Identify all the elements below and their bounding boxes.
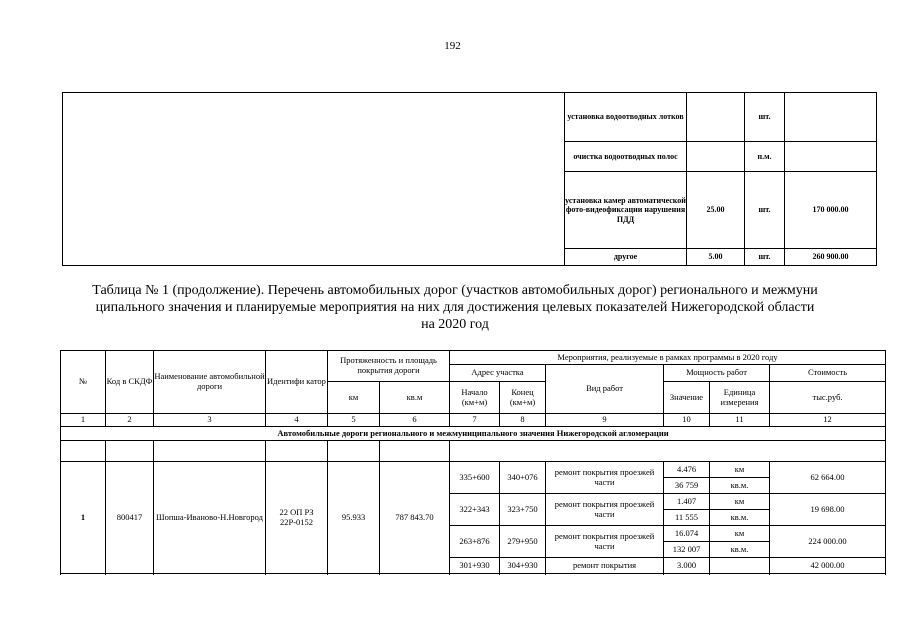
- segment-unit: кв.м.: [710, 510, 770, 526]
- segment-value: 36 759: [664, 478, 710, 494]
- col-number: 9: [546, 414, 664, 427]
- segment-unit: [710, 558, 770, 574]
- col-number: 1: [61, 414, 106, 427]
- unit-cell: п.м.: [745, 142, 785, 172]
- caption-line: Таблица № 1 (продолжение). Перечень автомобильных дорог (участков автомобильных дорог) регионального и межмуни: [92, 283, 818, 298]
- segment-start: 263+876: [450, 526, 500, 558]
- header-num: №: [61, 351, 106, 414]
- segment-unit: км: [710, 526, 770, 542]
- segment-work: ремонт покрытия проезжей части: [546, 462, 664, 494]
- segment-end: 304+930: [500, 558, 546, 574]
- road-km: 95.933: [328, 462, 380, 574]
- header-capacity: Мощность работ: [664, 365, 770, 382]
- header-unit: Единица измерения: [710, 382, 770, 414]
- header-address: Адрес участка: [450, 365, 546, 382]
- col-number: 7: [450, 414, 500, 427]
- segment-end: 323+750: [500, 494, 546, 526]
- work-cell: установка водоотводных лотков: [565, 93, 687, 142]
- col-number: 2: [106, 414, 154, 427]
- value-cell: 5.00: [687, 249, 745, 266]
- header-value: Значение: [664, 382, 710, 414]
- segment-end: 340+076: [500, 462, 546, 494]
- segment-unit: км: [710, 462, 770, 478]
- road-num: 1: [61, 462, 106, 574]
- segment-unit: км: [710, 494, 770, 510]
- top-continuation-table: [62, 92, 877, 266]
- caption-line: на 2020 год: [421, 317, 489, 332]
- segment-value: 4.476: [664, 462, 710, 478]
- segment-value: 11 555: [664, 510, 710, 526]
- segment-start: 335+600: [450, 462, 500, 494]
- road-name: Шопша-Иваново-Н.Новгород: [154, 462, 266, 574]
- column-number-row: [61, 414, 886, 427]
- header-ident: Идентифи катор: [266, 351, 328, 414]
- header-work-type: Вид работ: [546, 365, 664, 414]
- segment-start: 301+930: [450, 558, 500, 574]
- value-cell: [687, 142, 745, 172]
- col-number: 10: [664, 414, 710, 427]
- header-code: Код в СКДФ: [106, 351, 154, 414]
- section-row: [61, 427, 886, 441]
- empty-cell: [63, 93, 565, 266]
- header-sqm: кв.м: [380, 382, 450, 414]
- header-row: [61, 351, 886, 365]
- table-caption: [55, 282, 855, 333]
- page-number: 192: [444, 40, 461, 52]
- col-number: 12: [770, 414, 886, 427]
- segment-cost: 19 698.00: [770, 494, 886, 526]
- cost-cell: 170 000.00: [785, 172, 877, 249]
- cost-cell: [785, 93, 877, 142]
- segment-value: 1.407: [664, 494, 710, 510]
- work-cell: очистка водоотводных полос: [565, 142, 687, 172]
- road-ident: 22 ОП РЗ 22Р-0152: [266, 462, 328, 574]
- cost-cell: 260 900.00: [785, 249, 877, 266]
- unit-cell: шт.: [745, 249, 785, 266]
- header-end: Конец (км+м): [500, 382, 546, 414]
- segment-work: ремонт покрытия проезжей части: [546, 494, 664, 526]
- header-km: км: [328, 382, 380, 414]
- work-cell: другое: [565, 249, 687, 266]
- road-sqm: 787 843.70: [380, 462, 450, 574]
- col-number: 5: [328, 414, 380, 427]
- cost-cell: [785, 142, 877, 172]
- segment-cost: 42 000.00: [770, 558, 886, 574]
- caption-line: ципального значения и планируемые мероприятия на них для достижения целевых показателей Нижегородской области: [95, 300, 815, 315]
- header-start: Начало (км+м): [450, 382, 500, 414]
- header-cost: Стоимость: [770, 365, 886, 382]
- road-code: 800417: [106, 462, 154, 574]
- unit-cell: шт.: [745, 93, 785, 142]
- col-number: 11: [710, 414, 770, 427]
- roads-table: [60, 350, 886, 574]
- header-measures: Мероприятия, реализуемые в рамках программы в 2020 году: [450, 351, 886, 365]
- segment-value: 16.074: [664, 526, 710, 542]
- col-number: 3: [154, 414, 266, 427]
- col-number: 8: [500, 414, 546, 427]
- section-title: Автомобильные дороги регионального и межмуниципального значения Нижегородской агломерации: [61, 427, 886, 441]
- table-row: [61, 462, 886, 478]
- work-cell: установка камер автоматической фото-видеофиксации нарушения ПДД: [565, 172, 687, 249]
- header-name: Наименование автомобильной дороги: [154, 351, 266, 414]
- table-row: [63, 93, 877, 142]
- segment-work: ремонт покрытия: [546, 558, 664, 574]
- segment-work: ремонт покрытия проезжей части: [546, 526, 664, 558]
- segment-cost: 62 664.00: [770, 462, 886, 494]
- spacer-row: [61, 441, 886, 462]
- segment-unit: кв.м.: [710, 478, 770, 494]
- col-number: 4: [266, 414, 328, 427]
- header-length-area: Протяженность и площадь покрытия дороги: [328, 351, 450, 382]
- segment-start: 322+343: [450, 494, 500, 526]
- segment-value: 132 007: [664, 542, 710, 558]
- segment-cost: 224 000.00: [770, 526, 886, 558]
- segment-end: 279+950: [500, 526, 546, 558]
- value-cell: 25.00: [687, 172, 745, 249]
- unit-cell: шт.: [745, 172, 785, 249]
- value-cell: [687, 93, 745, 142]
- col-number: 6: [380, 414, 450, 427]
- segment-value: 3.000: [664, 558, 710, 574]
- header-cost-unit: тыс.руб.: [770, 382, 886, 414]
- segment-unit: кв.м.: [710, 542, 770, 558]
